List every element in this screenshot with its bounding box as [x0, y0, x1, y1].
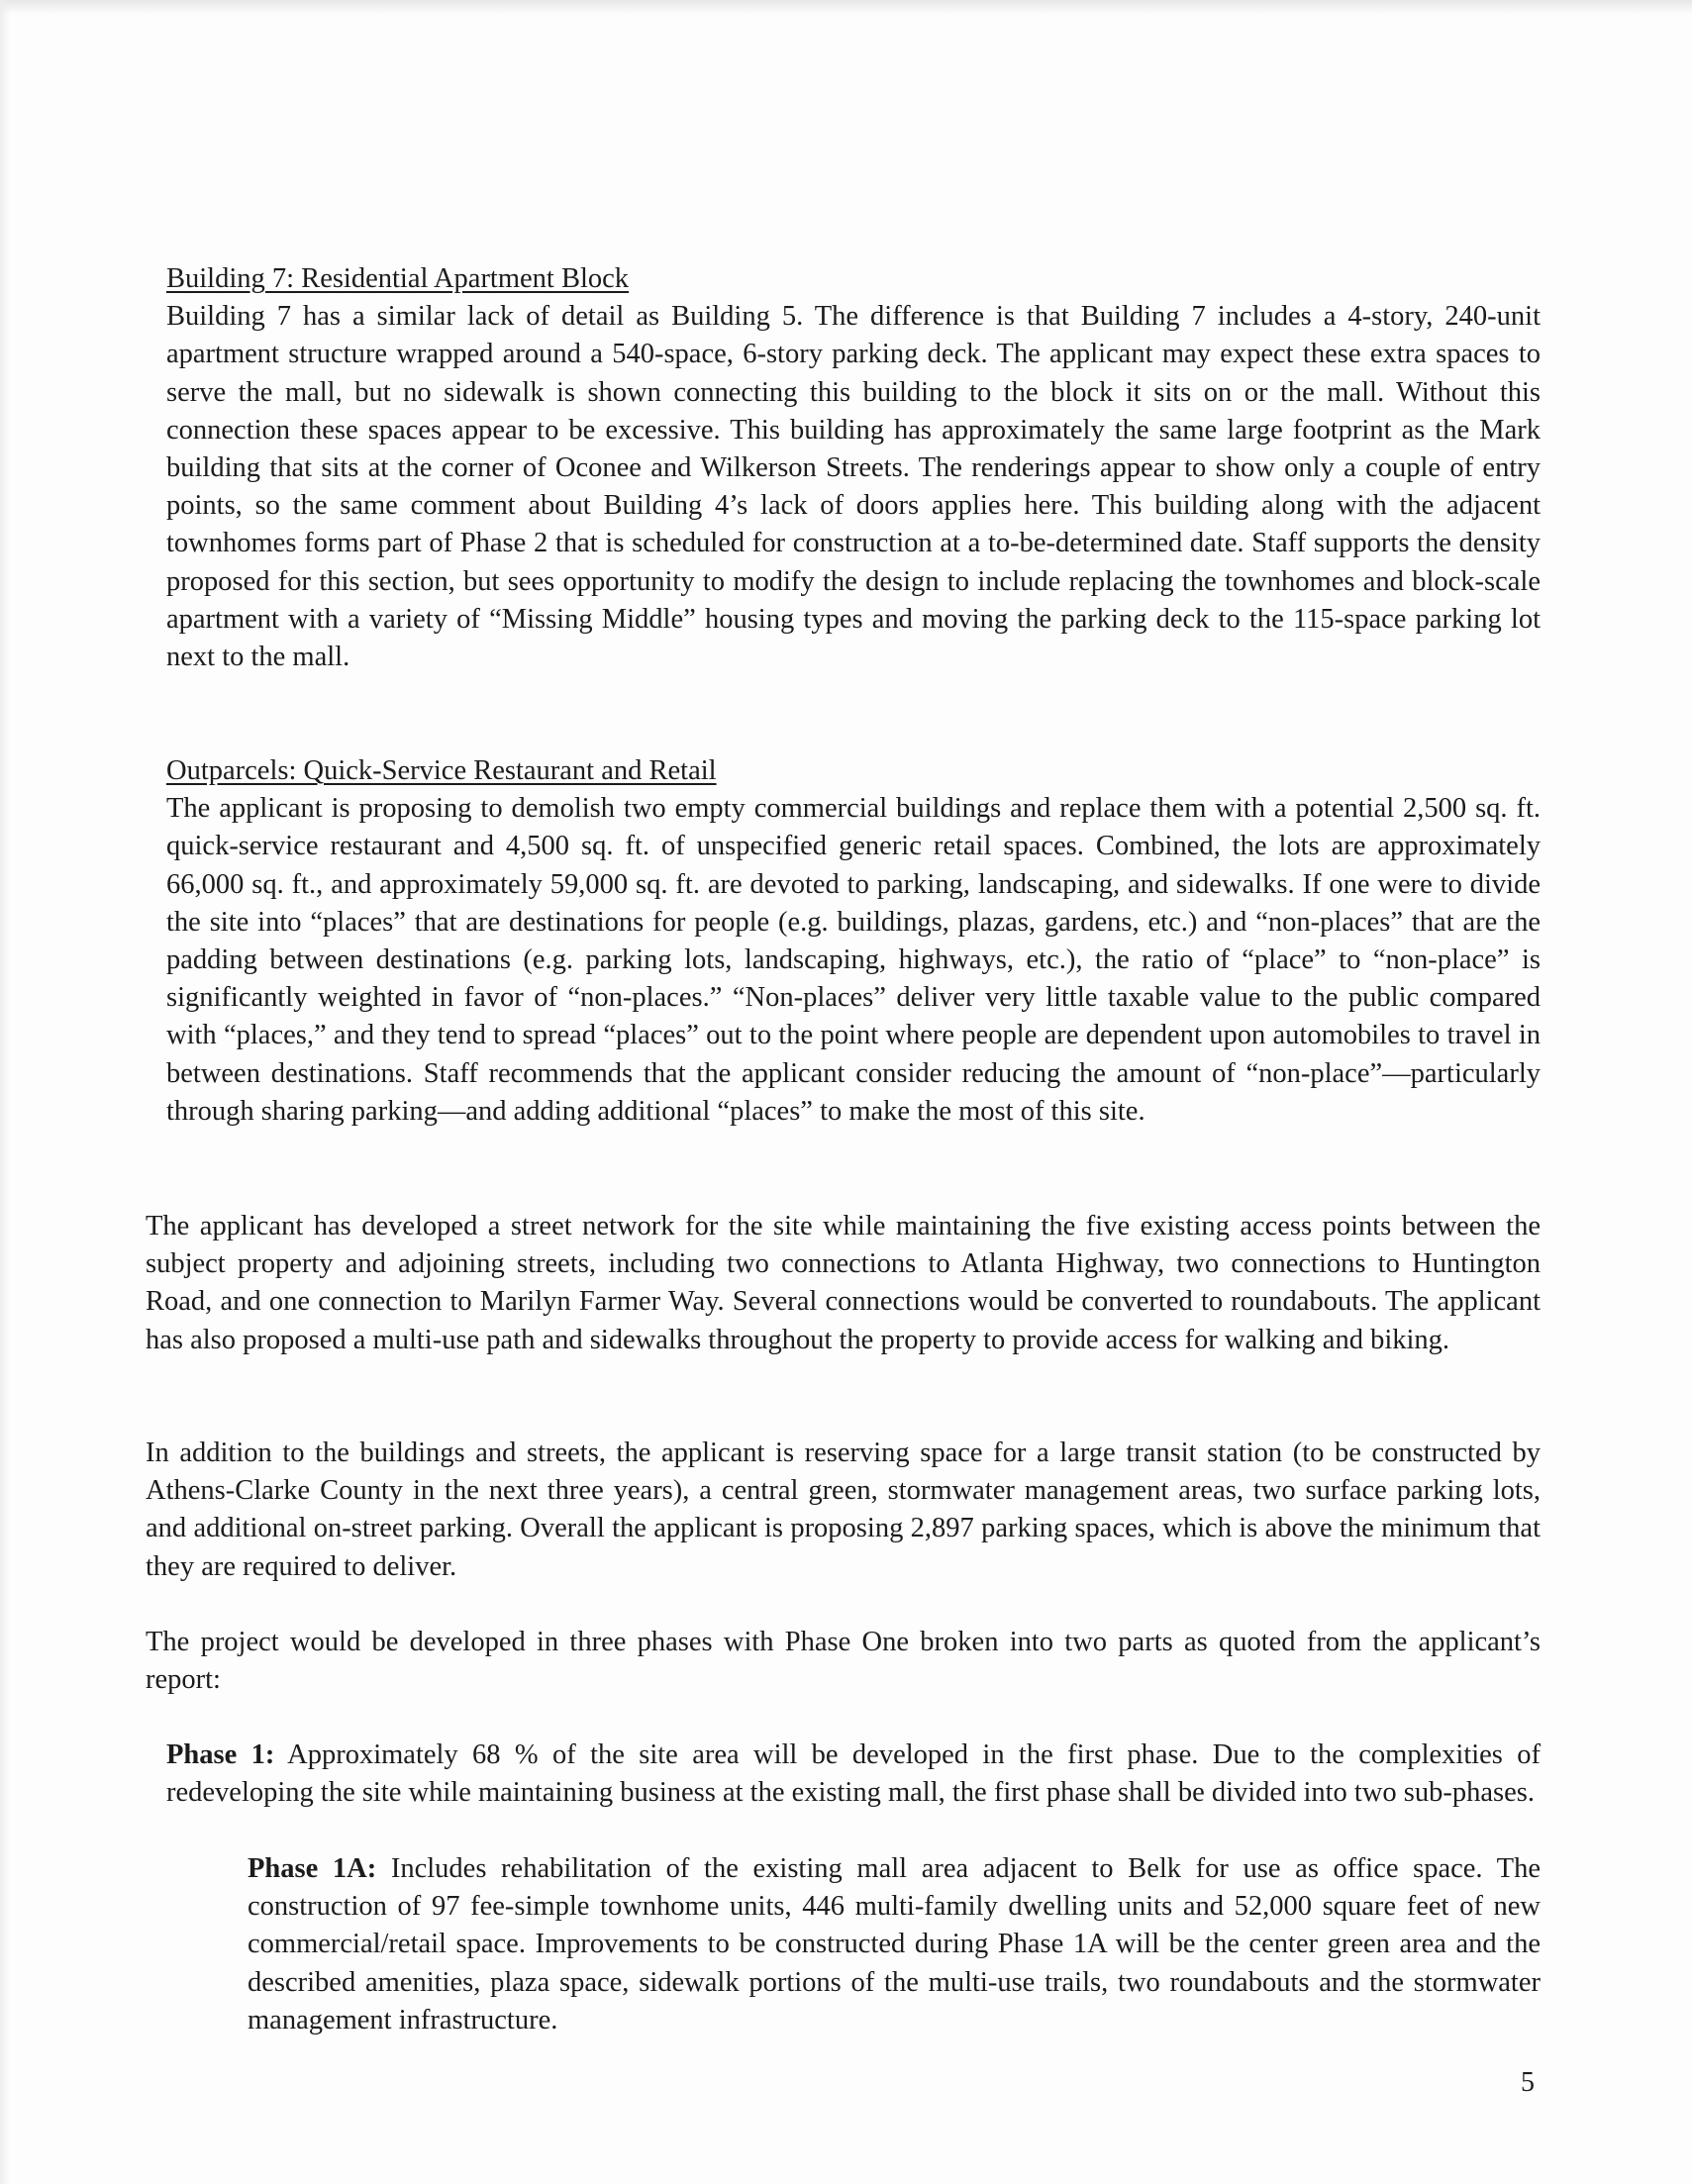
building7-section: [166, 260, 1541, 676]
phase1a-label: Phase 1A:: [248, 1853, 377, 1884]
phase1a-paragraph: [248, 1850, 1541, 2039]
outparcels-heading: Outparcels: Quick-Service Restaurant and Retail: [166, 755, 717, 786]
street-network-section: [146, 1208, 1541, 1359]
phase1-text: Approximately 68 % of the site area will be developed in the first phase. Due to the complexities of redeveloping the site while maintaining business at the existing mall, the first phase shall be divided into two sub-phases.: [166, 1739, 1541, 1809]
phase1a-text: Includes rehabilitation of the existing mall area adjacent to Belk for use as office space. The construction of 97 fee-simple townhome units, 446 multi-family dwelling units and 52,000 square feet of new commercial/retail space. Improvements to be constructed during Phase 1A will be the center green area and the described amenities, plaza space, sidewalk portions of the multi-use trails, two roundabouts and the stormwater management infrastructure.: [248, 1853, 1541, 2035]
phases-intro-paragraph: The project would be developed in three phases with Phase One broken into two parts as quoted from the applicant’s report:: [146, 1627, 1541, 1696]
transit-paragraph: In addition to the buildings and streets, the applicant is reserving space for a large transit station (to be constructed by Athens-Clarke County in the next three years), a central green, stormwater management areas, two surface parking lots, and additional on-street parking. Overall the applicant is proposing 2,897 parking spaces, which is above the minimum that they are required to deliver.: [146, 1438, 1541, 1582]
outparcels-section: [166, 752, 1541, 1131]
phase1-label: Phase 1:: [166, 1739, 275, 1770]
scan-edge: [0, 0, 1692, 14]
phase1-paragraph: [166, 1737, 1541, 1812]
phase1-section: [166, 1737, 1541, 1812]
transit-section: [146, 1435, 1541, 1586]
scan-edge-left: [0, 0, 10, 2184]
outparcels-body: The applicant is proposing to demolish two empty commercial buildings and replace them with a potential 2,500 sq. ft. quick-service restaurant and 4,500 sq. ft. of unspecified generic retail spaces. Combined, the lots are approximately 66,000 sq. ft., and approximately 59,000 sq. ft. are devoted to parking, landscaping, and sidewalks. If one were to divide the site into “places” that are destinations for people (e.g. buildings, plazas, gardens, etc.) and “non-places” that are the padding between destinations (e.g. parking lots, landscaping, highways, etc.), the ratio of “place” to “non-place” is significantly weighted in favor of “non-places.” “Non-places” deliver very little taxable value to the public compared with “places,” and they tend to spread “places” out to the point where people are dependent upon automobiles to travel in between destinations. Staff recommends that the applicant consider reducing the amount of “non-place”—particularly through sharing parking—and adding additional “places” to make the most of this site.: [166, 793, 1541, 1127]
building7-body: Building 7 has a similar lack of detail as Building 5. The difference is that Building 7 includes a 4-story, 240-unit apartment structure wrapped around a 540-space, 6-story parking deck. The applicant may expect these extra spaces to serve the mall, but no sidewalk is shown connecting this building to the block it sits on or the mall. Without this connection these spaces appear to be excessive. This building has approximately the same large footprint as the Mark building that sits at the corner of Oconee and Wilkerson Streets. The renderings appear to show only a couple of entry points, so the same comment about Building 4’s lack of doors applies here. This building along with the adjacent townhomes forms part of Phase 2 that is scheduled for construction at a to-be-determined date. Staff supports the density proposed for this section, but sees opportunity to modify the design to include replacing the townhomes and block-scale apartment with a variety of “Missing Middle” housing types and moving the parking deck to the 115-space parking lot next to the mall.: [166, 301, 1541, 673]
building7-heading: Building 7: Residential Apartment Block: [166, 263, 630, 294]
phases-intro-section: [146, 1624, 1541, 1699]
phase1a-section: [248, 1850, 1541, 2039]
page-number: 5: [1521, 2067, 1535, 2098]
street-network-paragraph: The applicant has developed a street network for the site while maintaining the five existing access points between the subject property and adjoining streets, including two connections to Atlanta Highway, two connections to Huntington Road, and one connection to Marilyn Farmer Way. Several connections would be converted to roundabouts. The applicant has also proposed a multi-use path and sidewalks throughout the property to provide access for walking and biking.: [146, 1211, 1541, 1355]
